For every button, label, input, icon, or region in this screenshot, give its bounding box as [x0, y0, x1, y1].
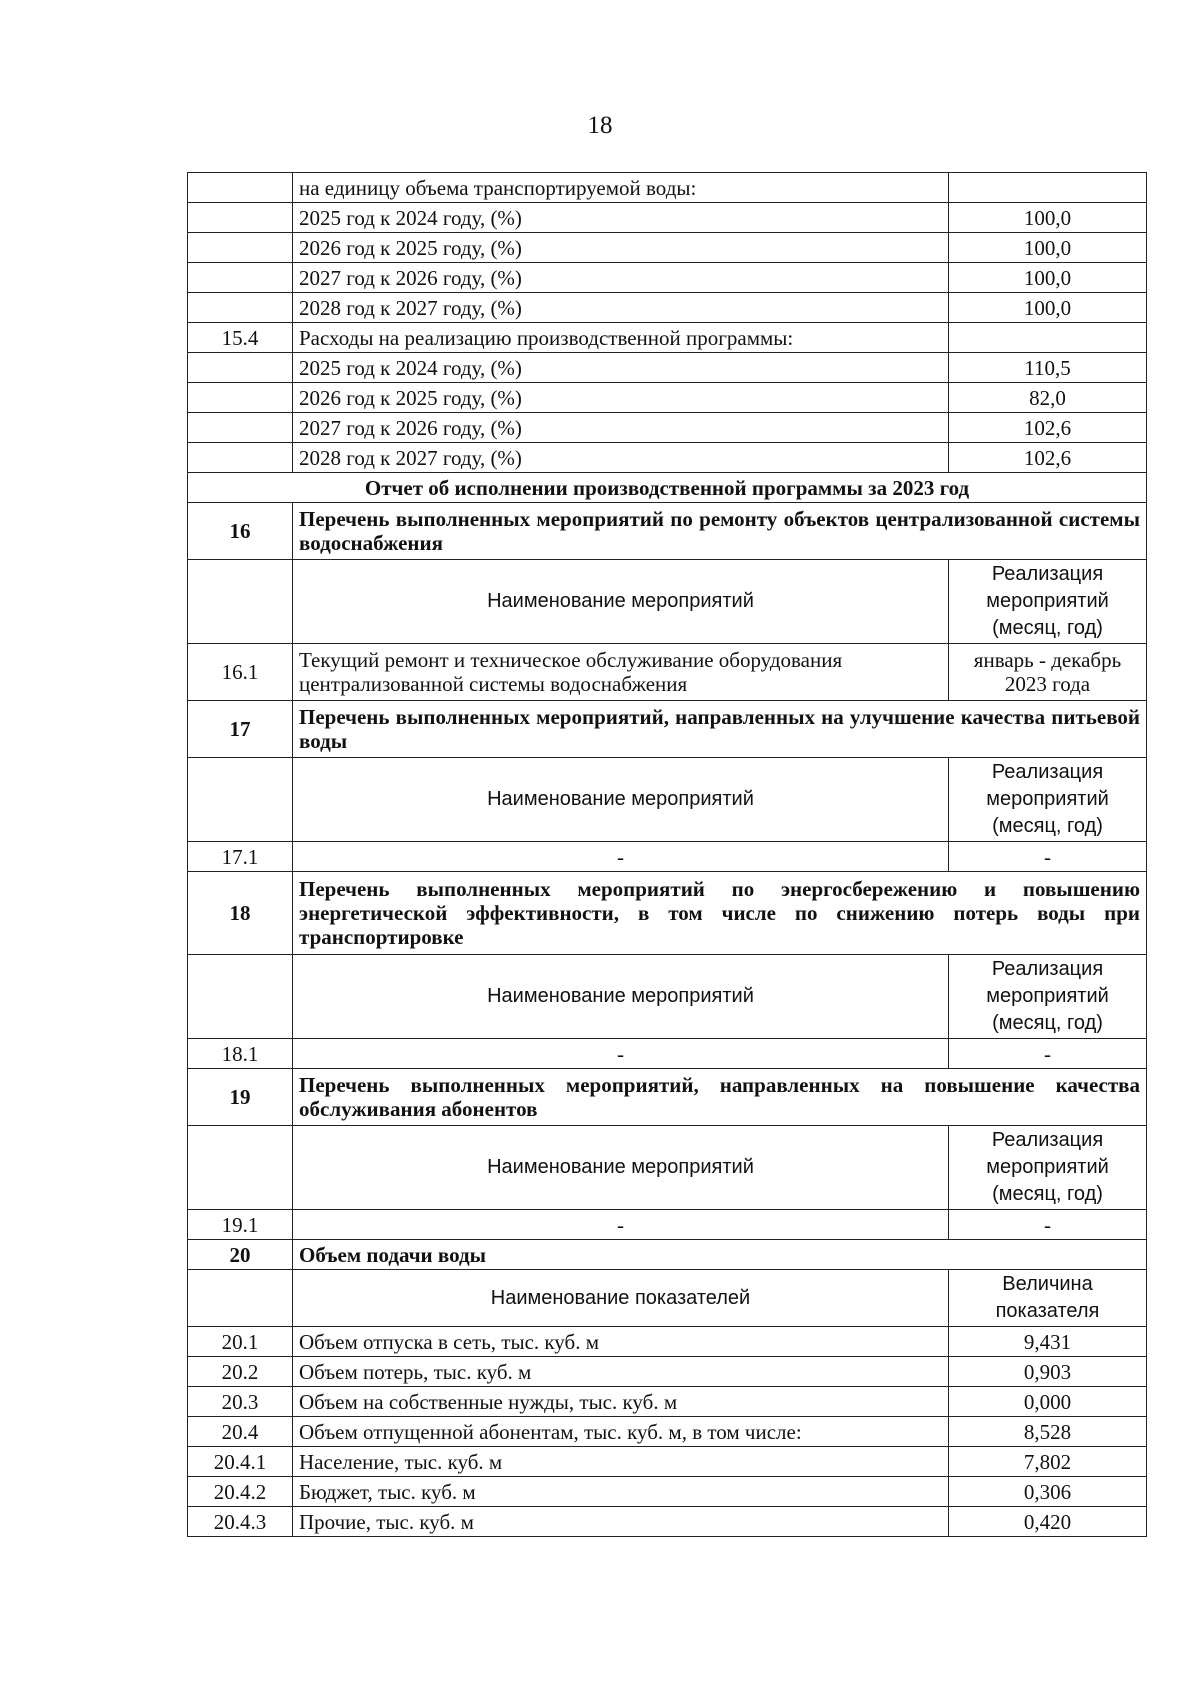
- table-row: [188, 1447, 1147, 1477]
- row-number: [188, 233, 293, 263]
- row-value: -: [949, 1210, 1147, 1240]
- column-header-row: [188, 1126, 1147, 1210]
- section-header-row: [188, 701, 1147, 758]
- row-name: 2026 год к 2025 году, (%): [293, 383, 949, 413]
- section-title: Перечень выполненных мероприятий, направленных на повышение качества обслуживания абонентов: [293, 1069, 1147, 1126]
- table-row: [188, 1477, 1147, 1507]
- row-number: 16.1: [188, 644, 293, 701]
- row-value: [949, 173, 1147, 203]
- row-name: 2025 год к 2024 году, (%): [293, 203, 949, 233]
- row-number: 19.1: [188, 1210, 293, 1240]
- table-row: [188, 1210, 1147, 1240]
- row-name: 2025 год к 2024 году, (%): [293, 353, 949, 383]
- empty-cell: [188, 1126, 293, 1210]
- section-header-row: [188, 1240, 1147, 1270]
- table-row: [188, 1327, 1147, 1357]
- page-number: 18: [587, 112, 613, 139]
- row-value: январь - декабрь 2023 года: [949, 644, 1147, 701]
- row-number: 20.2: [188, 1357, 293, 1387]
- row-name: Объем отпуска в сеть, тыс. куб. м: [293, 1327, 949, 1357]
- table-row: [188, 644, 1147, 701]
- table-row: [188, 1507, 1147, 1537]
- column-header-value: Реализация мероприятий (месяц, год): [949, 1126, 1147, 1210]
- row-number: [188, 263, 293, 293]
- row-value: 100,0: [949, 263, 1147, 293]
- row-name: 2027 год к 2026 году, (%): [293, 413, 949, 443]
- row-value: 100,0: [949, 293, 1147, 323]
- empty-cell: [188, 1270, 293, 1327]
- row-value: -: [949, 1039, 1147, 1069]
- row-number: 20.4.1: [188, 1447, 293, 1477]
- row-value: 100,0: [949, 203, 1147, 233]
- column-header-row: [188, 1270, 1147, 1327]
- row-number: [188, 413, 293, 443]
- row-number: [188, 443, 293, 473]
- row-value: -: [949, 842, 1147, 872]
- row-value: 102,6: [949, 443, 1147, 473]
- empty-cell: [188, 955, 293, 1039]
- row-name: -: [293, 1210, 949, 1240]
- row-name: 2028 год к 2027 году, (%): [293, 443, 949, 473]
- section-number: 17: [188, 701, 293, 758]
- section-title: Перечень выполненных мероприятий по энергосбережению и повышению энергетической эффективности, в том числе по снижению потерь воды при транспортировке: [293, 872, 1147, 955]
- row-name: Объем потерь, тыс. куб. м: [293, 1357, 949, 1387]
- table-row: [188, 263, 1147, 293]
- row-name: 2028 год к 2027 году, (%): [293, 293, 949, 323]
- section-title: Перечень выполненных мероприятий по ремонту объектов централизованной системы водоснабжения: [293, 503, 1147, 560]
- row-value: 0,420: [949, 1507, 1147, 1537]
- row-value: 8,528: [949, 1417, 1147, 1447]
- report-title: Отчет об исполнении производственной программы за 2023 год: [188, 473, 1147, 503]
- section-title: Перечень выполненных мероприятий, направленных на улучшение качества питьевой воды: [293, 701, 1147, 758]
- row-number: 20.1: [188, 1327, 293, 1357]
- table-row: [188, 1357, 1147, 1387]
- row-value: 102,6: [949, 413, 1147, 443]
- column-header-value: Реализация мероприятий (месяц, год): [949, 560, 1147, 644]
- row-name: 2027 год к 2026 году, (%): [293, 263, 949, 293]
- section-title: Объем подачи воды: [293, 1240, 1147, 1270]
- section-number: 16: [188, 503, 293, 560]
- empty-cell: [188, 560, 293, 644]
- section-header-row: [188, 503, 1147, 560]
- column-header-name: Наименование показателей: [293, 1270, 949, 1327]
- section-number: 20: [188, 1240, 293, 1270]
- row-value: 0,306: [949, 1477, 1147, 1507]
- row-value: 9,431: [949, 1327, 1147, 1357]
- row-value: 100,0: [949, 233, 1147, 263]
- row-value: 0,000: [949, 1387, 1147, 1417]
- column-header-name: Наименование мероприятий: [293, 955, 949, 1039]
- table-row: [188, 842, 1147, 872]
- table-row: [188, 203, 1147, 233]
- table-row: [188, 1387, 1147, 1417]
- row-name: Объем отпущенной абонентам, тыс. куб. м, в том числе:: [293, 1417, 949, 1447]
- section-header-row: [188, 1069, 1147, 1126]
- row-name: -: [293, 842, 949, 872]
- column-header-name: Наименование мероприятий: [293, 560, 949, 644]
- row-name: Бюджет, тыс. куб. м: [293, 1477, 949, 1507]
- table-row: [188, 443, 1147, 473]
- row-number: 20.4.2: [188, 1477, 293, 1507]
- row-name: Расходы на реализацию производственной программы:: [293, 323, 949, 353]
- column-header-row: [188, 955, 1147, 1039]
- row-name: -: [293, 1039, 949, 1069]
- row-name: Текущий ремонт и техническое обслуживание оборудования централизованной системы водоснабжения: [293, 644, 949, 701]
- row-number: 20.4.3: [188, 1507, 293, 1537]
- row-name: Население, тыс. куб. м: [293, 1447, 949, 1477]
- column-header-value: Реализация мероприятий (месяц, год): [949, 955, 1147, 1039]
- table-row: [188, 353, 1147, 383]
- row-number: [188, 383, 293, 413]
- row-number: 15.4: [188, 323, 293, 353]
- production-program-table: [187, 172, 1147, 1537]
- row-number: 20.4: [188, 1417, 293, 1447]
- section-number: 18: [188, 872, 293, 955]
- row-name: на единицу объема транспортируемой воды:: [293, 173, 949, 203]
- section-header-row: [188, 872, 1147, 955]
- column-header-row: [188, 758, 1147, 842]
- row-value: [949, 323, 1147, 353]
- table-row: [188, 233, 1147, 263]
- column-header-name: Наименование мероприятий: [293, 1126, 949, 1210]
- row-value: 110,5: [949, 353, 1147, 383]
- table-row: [188, 1039, 1147, 1069]
- column-header-row: [188, 560, 1147, 644]
- row-number: 18.1: [188, 1039, 293, 1069]
- section-number: 19: [188, 1069, 293, 1126]
- table-row: [188, 413, 1147, 443]
- row-number: [188, 293, 293, 323]
- column-header-value: Реализация мероприятий (месяц, год): [949, 758, 1147, 842]
- row-name: Прочие, тыс. куб. м: [293, 1507, 949, 1537]
- table-row: [188, 323, 1147, 353]
- report-title-row: [188, 473, 1147, 503]
- row-number: [188, 173, 293, 203]
- row-name: 2026 год к 2025 году, (%): [293, 233, 949, 263]
- row-value: 0,903: [949, 1357, 1147, 1387]
- row-name: Объем на собственные нужды, тыс. куб. м: [293, 1387, 949, 1417]
- column-header-value: Величина показателя: [949, 1270, 1147, 1327]
- row-number: 20.3: [188, 1387, 293, 1417]
- empty-cell: [188, 758, 293, 842]
- row-number: 17.1: [188, 842, 293, 872]
- table-row: [188, 173, 1147, 203]
- row-number: [188, 353, 293, 383]
- column-header-name: Наименование мероприятий: [293, 758, 949, 842]
- row-value: 82,0: [949, 383, 1147, 413]
- row-value: 7,802: [949, 1447, 1147, 1477]
- table-row: [188, 1417, 1147, 1447]
- row-number: [188, 203, 293, 233]
- table-row: [188, 383, 1147, 413]
- table-row: [188, 293, 1147, 323]
